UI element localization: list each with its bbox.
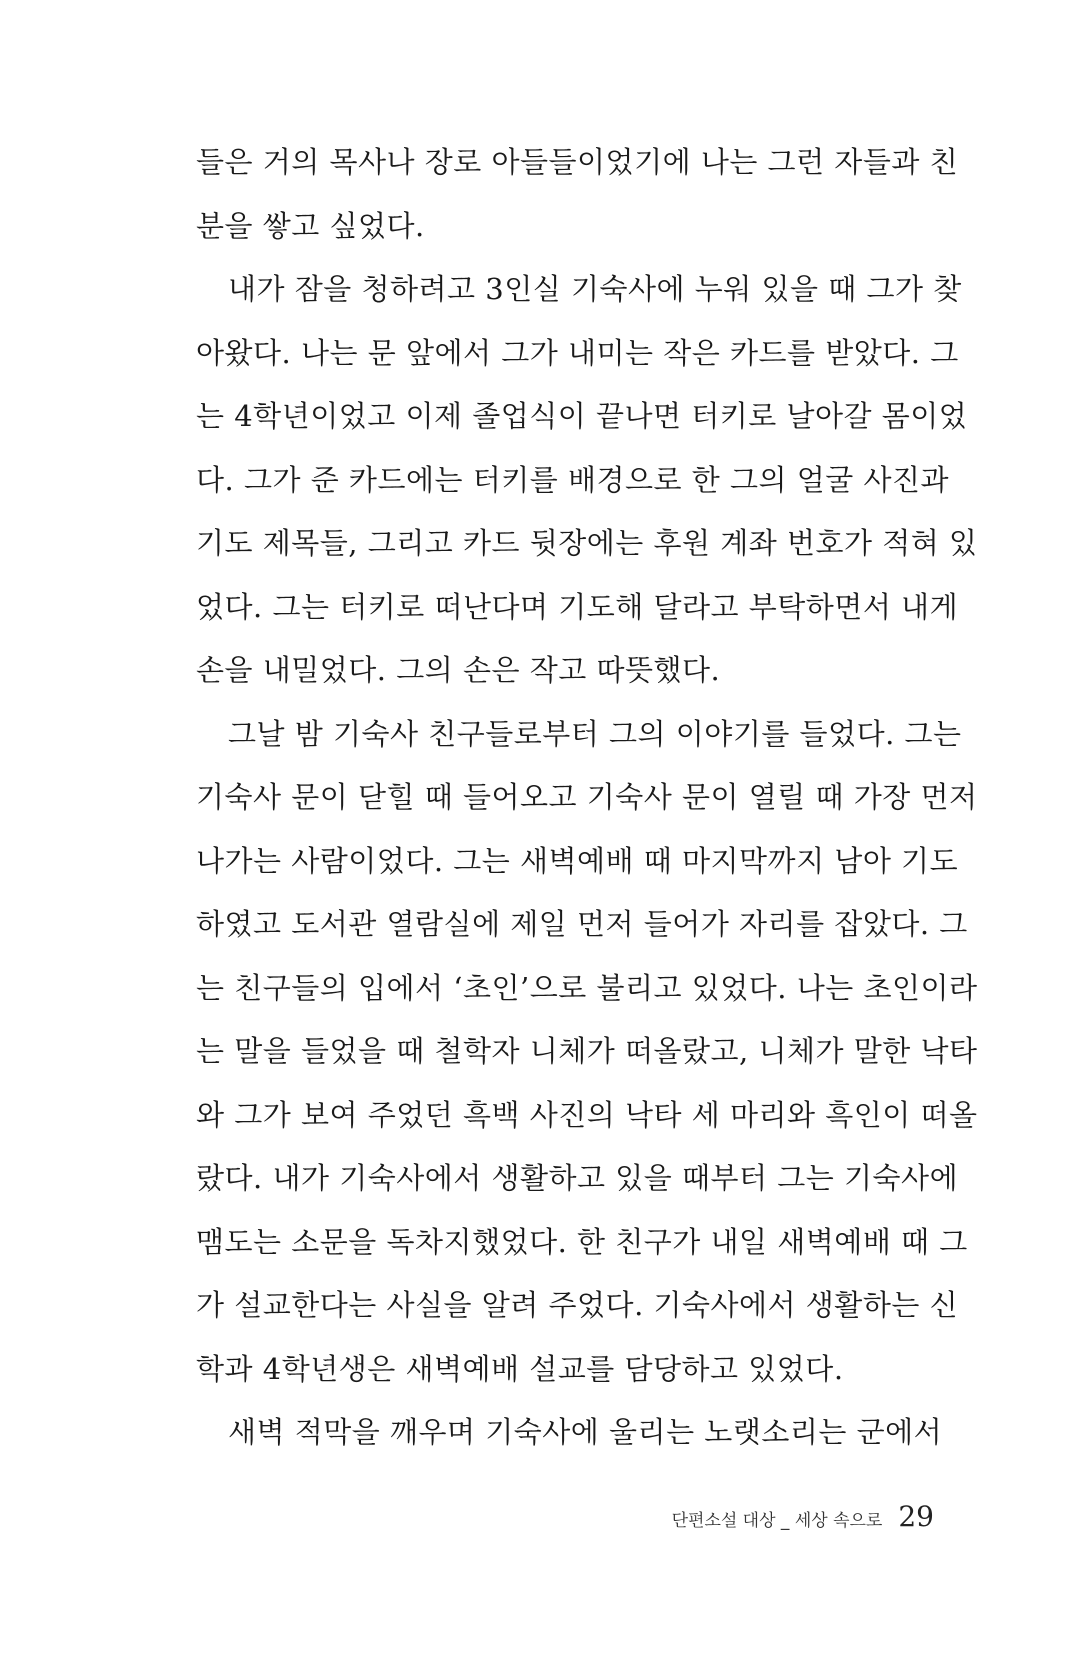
text-line: 었다. 그는 터키로 떠난다며 기도해 달라고 부탁하면서 내게 xyxy=(196,589,959,624)
text-line: 아왔다. 나는 문 앞에서 그가 내미는 작은 카드를 받았다. 그 xyxy=(196,335,959,370)
text-line: 가 설교한다는 사실을 알려 주었다. 기숙사에서 생활하는 신 xyxy=(196,1288,959,1322)
text-line: 분을 쌓고 싶었다. xyxy=(196,208,425,243)
text-line: 다. 그가 준 카드에는 터키를 배경으로 한 그의 얼굴 사진과 xyxy=(196,462,950,497)
text-line: 그날 밤 기숙사 친구들로부터 그의 이야기를 들었다. 그는 xyxy=(228,716,962,751)
text-line: 손을 내밀었다. 그의 손은 작고 따뜻했다. xyxy=(196,653,721,687)
page-number: 29 xyxy=(898,1500,934,1533)
text-line: 는 친구들의 입에서 ‘초인’으로 불리고 있었다. 나는 초인이라 xyxy=(196,970,978,1005)
text-line: 내가 잠을 청하려고 3인실 기숙사에 누워 있을 때 그가 찾 xyxy=(228,272,962,306)
text-line: 맴도는 소문을 독차지했었다. 한 친구가 내일 새벽예배 때 그 xyxy=(196,1224,968,1259)
text-line: 하였고 도서관 열람실에 제일 먼저 들어가 자리를 잡았다. 그 xyxy=(196,907,968,941)
text-line: 는 4학년이었고 이제 졸업식이 끝나면 터키로 날아갈 몸이었 xyxy=(196,399,968,433)
text-line: 학과 4학년생은 새벽예배 설교를 담당하고 있었다. xyxy=(196,1351,844,1386)
page-footer xyxy=(672,1500,934,1533)
text-line: 새벽 적막을 깨우며 기숙사에 울리는 노랫소리는 군에서 xyxy=(228,1415,943,1449)
text-line: 는 말을 들었을 때 철학자 니체가 떠올랐고, 니체가 말한 낙타 xyxy=(196,1034,978,1068)
body-text xyxy=(196,131,978,1465)
running-footer-title: 단편소설 대상 _ 세상 속으로 xyxy=(671,1511,883,1531)
text-line: 기도 제목들, 그리고 카드 뒷장에는 후원 계좌 번호가 적혀 있 xyxy=(196,526,978,560)
text-line: 기숙사 문이 닫힐 때 들어오고 기숙사 문이 열릴 때 가장 먼저 xyxy=(196,780,978,814)
text-line: 들은 거의 목사나 장로 아들들이었기에 나는 그런 자들과 친 xyxy=(196,145,959,179)
text-line: 나가는 사람이었다. 그는 새벽예배 때 마지막까지 남아 기도 xyxy=(196,843,959,878)
text-line: 랐다. 내가 기숙사에서 생활하고 있을 때부터 그는 기숙사에 xyxy=(196,1161,959,1195)
text-line: 와 그가 보여 주었던 흑백 사진의 낙타 세 마리와 흑인이 떠올 xyxy=(196,1097,978,1132)
